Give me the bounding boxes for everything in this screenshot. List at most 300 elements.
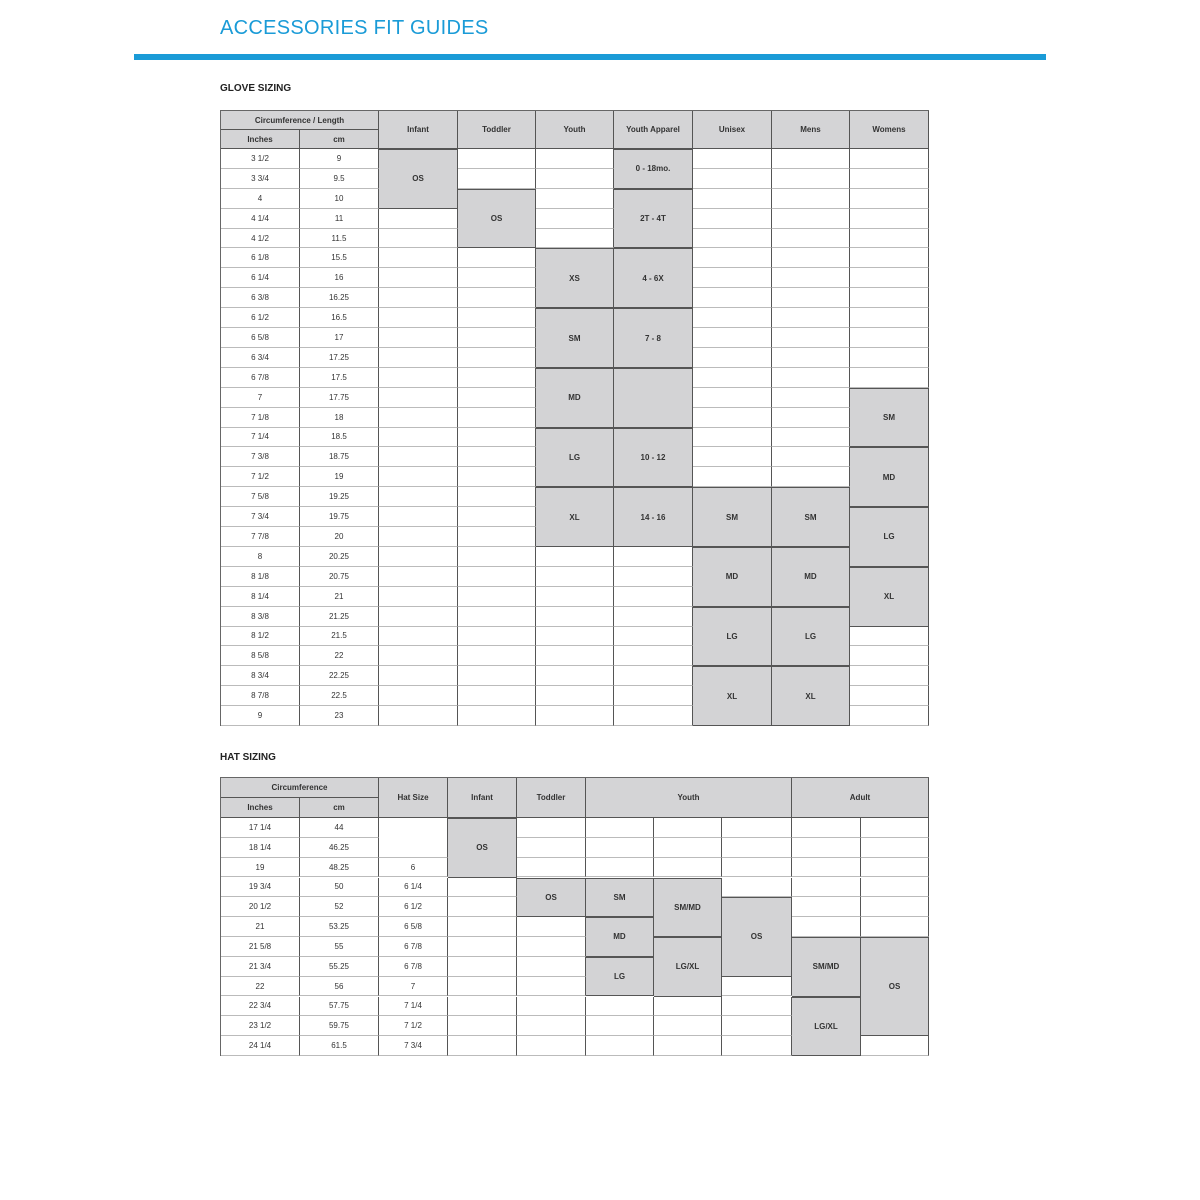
hat-empty-cell — [517, 1036, 586, 1056]
glove-empty-cell — [850, 368, 929, 388]
glove-size-cell: 16.25 — [300, 288, 379, 308]
hat-empty-cell — [448, 977, 517, 997]
hat-size-block: LG — [586, 957, 654, 997]
glove-empty-cell — [379, 268, 458, 288]
glove-empty-cell — [850, 308, 929, 328]
glove-size-block: SM — [850, 388, 929, 448]
hat-size-cell: 44 — [300, 818, 379, 838]
hat-empty-cell — [861, 917, 929, 937]
hat-size-cell: 6 1/4 — [379, 878, 448, 898]
hat-size-block: OS — [517, 878, 586, 918]
glove-size-cell: 22.25 — [300, 666, 379, 686]
glove-empty-cell — [693, 288, 772, 308]
glove-empty-cell — [536, 607, 614, 627]
glove-empty-cell — [850, 248, 929, 268]
glove-size-cell: 19 — [300, 467, 379, 487]
glove-empty-cell — [458, 288, 536, 308]
glove-empty-cell — [850, 288, 929, 308]
glove-size-cell: 23 — [300, 706, 379, 726]
glove-empty-cell — [772, 348, 850, 368]
glove-empty-cell — [614, 686, 693, 706]
hat-subheader: cm — [300, 798, 379, 818]
hat-empty-cell — [722, 977, 792, 997]
glove-empty-cell — [693, 368, 772, 388]
glove-empty-cell — [536, 567, 614, 587]
glove-empty-cell — [693, 388, 772, 408]
hat-empty-cell — [792, 878, 861, 898]
hat-empty-cell — [586, 818, 654, 838]
hat-size-cell: 22 — [221, 977, 300, 997]
glove-size-cell: 17.5 — [300, 368, 379, 388]
glove-empty-cell — [536, 587, 614, 607]
hat-size-block: LG/XL — [654, 937, 722, 997]
glove-empty-cell — [458, 547, 536, 567]
glove-empty-cell — [536, 686, 614, 706]
hat-empty-cell — [792, 818, 861, 838]
glove-size-block: 2T - 4T — [614, 189, 693, 249]
hat-empty-cell — [517, 838, 586, 858]
glove-size-block — [614, 368, 693, 428]
glove-empty-cell — [458, 328, 536, 348]
glove-empty-cell — [458, 567, 536, 587]
glove-size-cell: 10 — [300, 189, 379, 209]
glove-size-block: 7 - 8 — [614, 308, 693, 368]
glove-empty-cell — [850, 268, 929, 288]
glove-empty-cell — [379, 408, 458, 428]
glove-empty-cell — [772, 368, 850, 388]
glove-size-block: 4 - 6X — [614, 248, 693, 308]
hat-size-empty-cell — [379, 818, 448, 858]
glove-empty-cell — [379, 447, 458, 467]
glove-empty-cell — [536, 209, 614, 229]
glove-empty-cell — [458, 627, 536, 647]
glove-empty-cell — [458, 248, 536, 268]
glove-size-cell: 8 1/4 — [221, 587, 300, 607]
glove-empty-cell — [614, 607, 693, 627]
glove-size-cell: 8 3/8 — [221, 607, 300, 627]
glove-size-cell: 6 3/4 — [221, 348, 300, 368]
hat-size-cell: 53.25 — [300, 917, 379, 937]
hat-size-cell: 17 1/4 — [221, 818, 300, 838]
glove-size-cell: 4 1/2 — [221, 229, 300, 249]
glove-empty-cell — [458, 527, 536, 547]
hat-size-cell: 21 3/4 — [221, 957, 300, 977]
hat-empty-cell — [517, 917, 586, 937]
glove-empty-cell — [772, 189, 850, 209]
glove-empty-cell — [850, 348, 929, 368]
hat-empty-cell — [654, 1016, 722, 1036]
glove-size-cell: 16.5 — [300, 308, 379, 328]
glove-size-cell: 8 7/8 — [221, 686, 300, 706]
hat-size-cell: 22 3/4 — [221, 997, 300, 1017]
hat-empty-cell — [654, 1036, 722, 1056]
hat-empty-cell — [448, 957, 517, 977]
glove-column-header: Youth Apparel — [614, 111, 693, 149]
glove-empty-cell — [772, 328, 850, 348]
glove-empty-cell — [614, 547, 693, 567]
glove-subheader: cm — [300, 130, 379, 149]
glove-size-cell: 18.75 — [300, 447, 379, 467]
glove-size-cell: 6 5/8 — [221, 328, 300, 348]
hat-empty-cell — [586, 838, 654, 858]
glove-size-block: XL — [850, 567, 929, 627]
glove-size-cell: 6 1/8 — [221, 248, 300, 268]
glove-size-cell: 21.25 — [300, 607, 379, 627]
glove-size-cell: 8 1/2 — [221, 627, 300, 647]
glove-size-block: LG — [693, 607, 772, 667]
glove-empty-cell — [379, 607, 458, 627]
glove-empty-cell — [850, 686, 929, 706]
glove-empty-cell — [772, 388, 850, 408]
glove-empty-cell — [458, 388, 536, 408]
hat-empty-cell — [722, 858, 792, 878]
hat-empty-cell — [654, 858, 722, 878]
glove-empty-cell — [379, 646, 458, 666]
glove-size-cell: 7 3/4 — [221, 507, 300, 527]
glove-empty-cell — [536, 229, 614, 249]
glove-column-header: Mens — [772, 111, 850, 149]
glove-size-cell: 19.25 — [300, 487, 379, 507]
glove-empty-cell — [379, 348, 458, 368]
hat-size-cell: 56 — [300, 977, 379, 997]
glove-empty-cell — [536, 627, 614, 647]
glove-empty-cell — [772, 308, 850, 328]
hat-empty-cell — [654, 997, 722, 1017]
hat-empty-cell — [722, 997, 792, 1017]
hat-empty-cell — [722, 838, 792, 858]
hat-empty-cell — [792, 897, 861, 917]
hat-size-cell: 7 1/4 — [379, 997, 448, 1017]
glove-size-cell: 3 3/4 — [221, 169, 300, 189]
glove-empty-cell — [693, 149, 772, 169]
hat-size-cell: 21 5/8 — [221, 937, 300, 957]
hat-size-cell: 59.75 — [300, 1016, 379, 1036]
glove-size-block: LG — [536, 428, 614, 488]
glove-size-cell: 6 1/4 — [221, 268, 300, 288]
glove-empty-cell — [458, 467, 536, 487]
glove-empty-cell — [772, 467, 850, 487]
glove-empty-cell — [850, 646, 929, 666]
glove-size-cell: 8 5/8 — [221, 646, 300, 666]
glove-empty-cell — [458, 268, 536, 288]
hat-size-cell: 55 — [300, 937, 379, 957]
glove-column-header: Womens — [850, 111, 929, 149]
glove-sizing-table — [220, 110, 929, 726]
glove-empty-cell — [772, 169, 850, 189]
hat-size-cell: 46.25 — [300, 838, 379, 858]
glove-size-cell: 17.75 — [300, 388, 379, 408]
glove-size-cell: 8 — [221, 547, 300, 567]
glove-empty-cell — [458, 428, 536, 448]
hat-empty-cell — [586, 997, 654, 1017]
hat-group-header: Circumference — [221, 778, 379, 798]
glove-empty-cell — [458, 308, 536, 328]
glove-empty-cell — [379, 527, 458, 547]
glove-empty-cell — [693, 268, 772, 288]
hat-empty-cell — [861, 897, 929, 917]
hat-empty-cell — [722, 1016, 792, 1036]
hat-size-cell: 6 5/8 — [379, 917, 448, 937]
hat-size-block: LG/XL — [792, 997, 861, 1057]
glove-empty-cell — [614, 706, 693, 726]
hat-size-cell: 7 3/4 — [379, 1036, 448, 1056]
glove-size-block: XL — [772, 666, 850, 726]
glove-empty-cell — [772, 149, 850, 169]
glove-empty-cell — [536, 547, 614, 567]
glove-empty-cell — [772, 268, 850, 288]
glove-empty-cell — [850, 706, 929, 726]
glove-empty-cell — [693, 447, 772, 467]
glove-empty-cell — [614, 666, 693, 686]
hat-size-block: OS — [861, 937, 929, 1036]
glove-empty-cell — [693, 209, 772, 229]
hat-size-cell: 57.75 — [300, 997, 379, 1017]
hat-youth-header: Youth — [586, 778, 792, 818]
glove-size-cell: 4 1/4 — [221, 209, 300, 229]
glove-empty-cell — [850, 149, 929, 169]
glove-empty-cell — [772, 229, 850, 249]
glove-size-block: XL — [536, 487, 614, 547]
glove-empty-cell — [379, 248, 458, 268]
glove-empty-cell — [458, 348, 536, 368]
glove-empty-cell — [850, 627, 929, 647]
glove-size-cell: 18.5 — [300, 428, 379, 448]
glove-empty-cell — [693, 428, 772, 448]
hat-size-cell: 18 1/4 — [221, 838, 300, 858]
glove-empty-cell — [379, 388, 458, 408]
glove-empty-cell — [850, 666, 929, 686]
hat-size-cell: 20 1/2 — [221, 897, 300, 917]
hat-size-block: SM — [586, 878, 654, 918]
glove-empty-cell — [614, 567, 693, 587]
hat-size-cell: 7 — [379, 977, 448, 997]
glove-empty-cell — [536, 706, 614, 726]
glove-size-block: MD — [536, 368, 614, 428]
glove-size-cell: 18 — [300, 408, 379, 428]
glove-size-cell: 20.25 — [300, 547, 379, 567]
glove-size-cell: 20 — [300, 527, 379, 547]
glove-size-cell: 7 3/8 — [221, 447, 300, 467]
glove-size-block: MD — [693, 547, 772, 607]
glove-empty-cell — [693, 189, 772, 209]
glove-size-block: LG — [850, 507, 929, 567]
glove-empty-cell — [379, 507, 458, 527]
title-divider — [134, 54, 1046, 60]
hat-column-header: Infant — [448, 778, 517, 818]
glove-empty-cell — [458, 447, 536, 467]
hat-empty-cell — [517, 997, 586, 1017]
glove-size-cell: 17 — [300, 328, 379, 348]
hat-subheader: Inches — [221, 798, 300, 818]
glove-size-cell: 11 — [300, 209, 379, 229]
glove-size-cell: 16 — [300, 268, 379, 288]
glove-size-cell: 15.5 — [300, 248, 379, 268]
glove-size-cell: 8 3/4 — [221, 666, 300, 686]
hat-size-cell: 50 — [300, 878, 379, 898]
hat-size-block: OS — [722, 897, 792, 976]
hat-empty-cell — [586, 858, 654, 878]
glove-size-cell: 9 — [221, 706, 300, 726]
glove-empty-cell — [614, 587, 693, 607]
glove-size-cell: 7 1/2 — [221, 467, 300, 487]
hat-empty-cell — [448, 1016, 517, 1036]
glove-empty-cell — [614, 627, 693, 647]
glove-empty-cell — [379, 547, 458, 567]
glove-empty-cell — [458, 487, 536, 507]
hat-empty-cell — [792, 858, 861, 878]
hat-empty-cell — [448, 1036, 517, 1056]
hat-column-header: Toddler — [517, 778, 586, 818]
hat-size-cell: 6 7/8 — [379, 937, 448, 957]
glove-empty-cell — [850, 229, 929, 249]
glove-size-cell: 7 — [221, 388, 300, 408]
glove-column-header: Unisex — [693, 111, 772, 149]
glove-size-block: OS — [458, 189, 536, 249]
glove-empty-cell — [379, 288, 458, 308]
hat-empty-cell — [861, 878, 929, 898]
hat-empty-cell — [792, 838, 861, 858]
glove-empty-cell — [693, 308, 772, 328]
hat-size-cell: 6 1/2 — [379, 897, 448, 917]
glove-size-cell: 6 3/8 — [221, 288, 300, 308]
glove-column-header: Youth — [536, 111, 614, 149]
glove-empty-cell — [693, 248, 772, 268]
glove-subheader: Inches — [221, 130, 300, 149]
glove-size-block: SM — [536, 308, 614, 368]
hat-empty-cell — [792, 917, 861, 937]
glove-size-block: 0 - 18mo. — [614, 149, 693, 189]
glove-empty-cell — [772, 428, 850, 448]
glove-size-cell: 22.5 — [300, 686, 379, 706]
hat-empty-cell — [517, 818, 586, 838]
glove-size-cell: 20.75 — [300, 567, 379, 587]
glove-empty-cell — [379, 368, 458, 388]
hat-size-cell: 21 — [221, 917, 300, 937]
glove-column-header: Toddler — [458, 111, 536, 149]
hat-size-header: Hat Size — [379, 778, 448, 818]
glove-empty-cell — [614, 646, 693, 666]
glove-empty-cell — [458, 646, 536, 666]
hat-empty-cell — [448, 878, 517, 898]
glove-size-block: 14 - 16 — [614, 487, 693, 547]
hat-size-cell: 23 1/2 — [221, 1016, 300, 1036]
hat-section-title: HAT SIZING — [220, 752, 276, 763]
hat-empty-cell — [586, 1016, 654, 1036]
hat-size-cell: 24 1/4 — [221, 1036, 300, 1056]
glove-size-cell: 8 1/8 — [221, 567, 300, 587]
glove-size-block: SM — [693, 487, 772, 547]
glove-empty-cell — [458, 408, 536, 428]
hat-empty-cell — [861, 818, 929, 838]
glove-size-cell: 6 7/8 — [221, 368, 300, 388]
hat-size-cell: 19 — [221, 858, 300, 878]
glove-section-title: GLOVE SIZING — [220, 83, 292, 94]
hat-empty-cell — [654, 818, 722, 838]
hat-empty-cell — [448, 997, 517, 1017]
page-title: ACCESSORIES FIT GUIDES — [220, 17, 489, 39]
hat-size-block: MD — [586, 917, 654, 957]
hat-empty-cell — [722, 878, 792, 898]
glove-empty-cell — [379, 428, 458, 448]
glove-size-block: XL — [693, 666, 772, 726]
glove-empty-cell — [379, 467, 458, 487]
hat-size-cell: 52 — [300, 897, 379, 917]
glove-empty-cell — [536, 189, 614, 209]
glove-size-block: MD — [772, 547, 850, 607]
glove-size-cell: 7 7/8 — [221, 527, 300, 547]
glove-empty-cell — [379, 666, 458, 686]
glove-size-cell: 21 — [300, 587, 379, 607]
glove-size-cell: 9.5 — [300, 169, 379, 189]
glove-size-block: OS — [379, 149, 458, 209]
glove-size-cell: 3 1/2 — [221, 149, 300, 169]
glove-size-block: MD — [850, 447, 929, 507]
glove-empty-cell — [458, 368, 536, 388]
glove-empty-cell — [850, 209, 929, 229]
glove-empty-cell — [379, 328, 458, 348]
glove-empty-cell — [458, 507, 536, 527]
hat-empty-cell — [517, 957, 586, 977]
glove-empty-cell — [850, 328, 929, 348]
glove-empty-cell — [458, 149, 536, 169]
glove-size-cell: 17.25 — [300, 348, 379, 368]
glove-empty-cell — [536, 666, 614, 686]
glove-empty-cell — [458, 587, 536, 607]
glove-size-cell: 9 — [300, 149, 379, 169]
glove-empty-cell — [772, 408, 850, 428]
glove-empty-cell — [850, 189, 929, 209]
glove-size-block: SM — [772, 487, 850, 547]
hat-size-cell: 48.25 — [300, 858, 379, 878]
hat-empty-cell — [517, 1016, 586, 1036]
glove-empty-cell — [772, 447, 850, 467]
glove-empty-cell — [379, 487, 458, 507]
hat-size-cell: 6 7/8 — [379, 957, 448, 977]
glove-size-block: XS — [536, 248, 614, 308]
glove-empty-cell — [458, 169, 536, 189]
glove-empty-cell — [379, 587, 458, 607]
glove-empty-cell — [693, 229, 772, 249]
hat-empty-cell — [861, 838, 929, 858]
glove-empty-cell — [379, 229, 458, 249]
hat-size-cell: 61.5 — [300, 1036, 379, 1056]
glove-empty-cell — [772, 209, 850, 229]
glove-empty-cell — [458, 706, 536, 726]
hat-size-cell: 6 — [379, 858, 448, 878]
hat-sizing-table — [220, 777, 929, 1056]
glove-size-cell: 22 — [300, 646, 379, 666]
glove-empty-cell — [693, 408, 772, 428]
glove-empty-cell — [772, 248, 850, 268]
glove-empty-cell — [693, 328, 772, 348]
hat-empty-cell — [861, 1036, 929, 1056]
hat-empty-cell — [448, 897, 517, 917]
hat-size-cell: 7 1/2 — [379, 1016, 448, 1036]
glove-group-header: Circumference / Length — [221, 111, 379, 130]
glove-empty-cell — [536, 149, 614, 169]
glove-size-cell: 7 5/8 — [221, 487, 300, 507]
glove-empty-cell — [379, 567, 458, 587]
hat-size-cell: 55.25 — [300, 957, 379, 977]
hat-size-cell: 19 3/4 — [221, 878, 300, 898]
hat-empty-cell — [448, 937, 517, 957]
glove-size-cell: 6 1/2 — [221, 308, 300, 328]
glove-size-cell: 7 1/4 — [221, 428, 300, 448]
glove-empty-cell — [458, 666, 536, 686]
hat-size-block: OS — [448, 818, 517, 878]
glove-size-block: LG — [772, 607, 850, 667]
glove-empty-cell — [850, 169, 929, 189]
